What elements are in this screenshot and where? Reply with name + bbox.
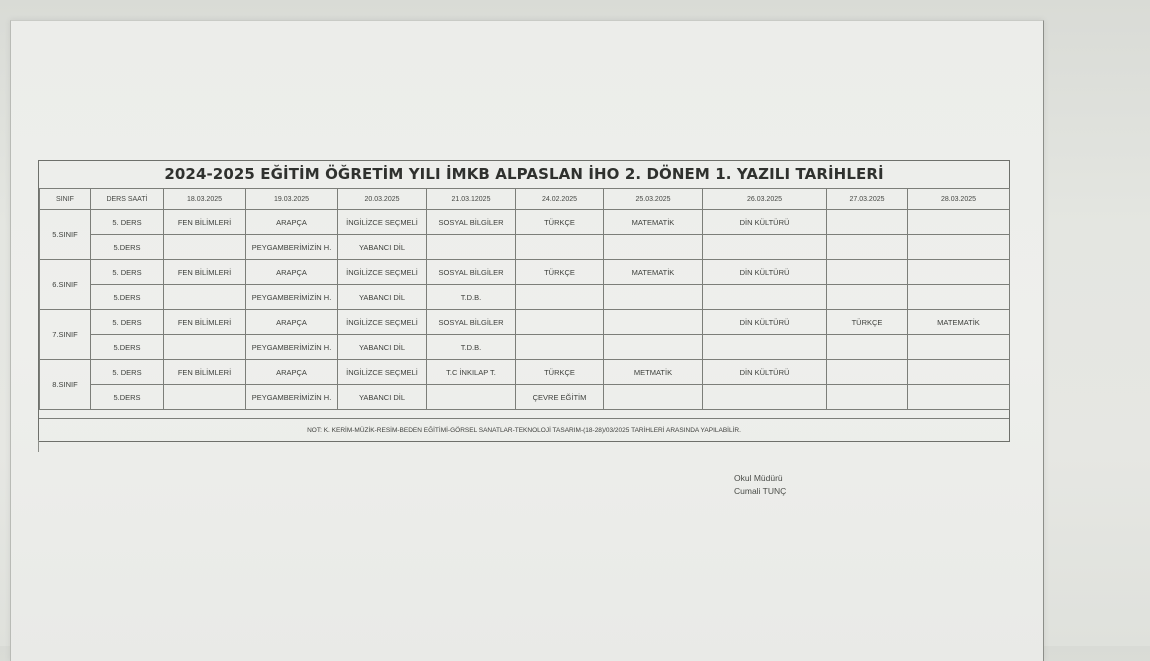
exam-cell	[908, 210, 1010, 235]
class-cell: 8.SINIF	[40, 360, 91, 410]
exam-cell: YABANCI DİL	[338, 285, 427, 310]
exam-cell: ARAPÇA	[246, 260, 338, 285]
exam-cell: PEYGAMBERİMİZİN H.	[246, 235, 338, 260]
lesson-hour-cell: 5. DERS	[91, 310, 164, 335]
exam-cell	[908, 385, 1010, 410]
column-header: 26.03.2025	[703, 189, 827, 210]
document-title: 2024-2025 EĞİTİM ÖĞRETİM YILI İMKB ALPASLAN İHO 2. DÖNEM 1. YAZILI TARİHLERİ	[164, 165, 884, 183]
table-row	[40, 260, 1010, 285]
exam-cell: İNGİLİZCE SEÇMELİ	[338, 260, 427, 285]
column-header: 19.03.2025	[246, 189, 338, 210]
header-row	[40, 189, 1010, 210]
exam-cell	[703, 385, 827, 410]
exam-cell: İNGİLİZCE SEÇMELİ	[338, 210, 427, 235]
table-body	[40, 210, 1010, 410]
exam-cell: TÜRKÇE	[516, 360, 604, 385]
page-mark	[38, 440, 39, 452]
exam-cell: PEYGAMBERİMİZİN H.	[246, 285, 338, 310]
exam-cell	[908, 285, 1010, 310]
table-row	[40, 235, 1010, 260]
exam-cell: FEN BİLİMLERİ	[164, 310, 246, 335]
exam-cell	[164, 385, 246, 410]
exam-cell: YABANCI DİL	[338, 235, 427, 260]
exam-cell: DİN KÜLTÜRÜ	[703, 310, 827, 335]
exam-cell	[827, 235, 908, 260]
exam-cell: FEN BİLİMLERİ	[164, 260, 246, 285]
table-row	[40, 385, 1010, 410]
exam-cell: TÜRKÇE	[827, 310, 908, 335]
exam-cell: DİN KÜLTÜRÜ	[703, 210, 827, 235]
exam-cell	[516, 235, 604, 260]
exam-cell	[827, 360, 908, 385]
column-header: DERS SAATİ	[91, 189, 164, 210]
exam-cell	[703, 335, 827, 360]
exam-cell	[604, 235, 703, 260]
column-header: 20.03.2025	[338, 189, 427, 210]
exam-cell: METMATİK	[604, 360, 703, 385]
column-header: 18.03.2025	[164, 189, 246, 210]
exam-cell: MATEMATİK	[604, 210, 703, 235]
column-header: 21.03.12025	[427, 189, 516, 210]
exam-cell	[604, 335, 703, 360]
exam-cell	[703, 285, 827, 310]
lesson-hour-cell: 5.DERS	[91, 335, 164, 360]
exam-cell	[604, 285, 703, 310]
signature-role: Okul Müdürü	[734, 473, 783, 483]
exam-cell	[164, 235, 246, 260]
exam-cell: ARAPÇA	[246, 210, 338, 235]
note: NOT: K. KERİM-MÜZİK-RESİM-BEDEN EĞİTİMİ-GÖRSEL SANATLAR-TEKNOLOJİ TASARIM-(18-28)/03/2025 TARİHLERİ ARASINDA YAPILABİLİR.	[39, 418, 1009, 441]
exam-cell	[908, 260, 1010, 285]
exam-cell: T.D.B.	[427, 285, 516, 310]
table-row	[40, 335, 1010, 360]
exam-cell: MATEMATİK	[908, 310, 1010, 335]
exam-cell	[908, 360, 1010, 385]
exam-cell: DİN KÜLTÜRÜ	[703, 360, 827, 385]
exam-cell: PEYGAMBERİMİZİN H.	[246, 335, 338, 360]
exam-schedule-table	[39, 188, 1010, 410]
exam-cell: YABANCI DİL	[338, 385, 427, 410]
exam-cell	[516, 310, 604, 335]
exam-cell: SOSYAL BİLGİLER	[427, 260, 516, 285]
class-cell: 5.SINIF	[40, 210, 91, 260]
exam-cell: TÜRKÇE	[516, 260, 604, 285]
lesson-hour-cell: 5. DERS	[91, 210, 164, 235]
exam-cell: PEYGAMBERİMİZİN H.	[246, 385, 338, 410]
exam-cell: ÇEVRE EĞİTİM	[516, 385, 604, 410]
table-row	[40, 310, 1010, 335]
exam-cell: MATEMATİK	[604, 260, 703, 285]
exam-cell	[604, 310, 703, 335]
exam-cell	[908, 335, 1010, 360]
exam-cell: T.D.B.	[427, 335, 516, 360]
exam-cell	[703, 235, 827, 260]
lesson-hour-cell: 5. DERS	[91, 260, 164, 285]
column-header: 24.02.2025	[516, 189, 604, 210]
exam-cell	[427, 235, 516, 260]
table-row	[40, 210, 1010, 235]
schedule-frame	[38, 160, 1010, 442]
exam-cell: İNGİLİZCE SEÇMELİ	[338, 360, 427, 385]
exam-cell	[516, 335, 604, 360]
exam-cell	[827, 335, 908, 360]
lesson-hour-cell: 5.DERS	[91, 385, 164, 410]
exam-cell: FEN BİLİMLERİ	[164, 360, 246, 385]
column-header: 25.03.2025	[604, 189, 703, 210]
exam-cell	[604, 385, 703, 410]
lesson-hour-cell: 5. DERS	[91, 360, 164, 385]
signature-name: Cumali TUNÇ	[734, 486, 787, 496]
table-row	[40, 360, 1010, 385]
exam-cell: T.C İNKILAP T.	[427, 360, 516, 385]
exam-cell	[516, 285, 604, 310]
exam-cell: DİN KÜLTÜRÜ	[703, 260, 827, 285]
exam-cell	[827, 385, 908, 410]
class-cell: 6.SINIF	[40, 260, 91, 310]
exam-cell: FEN BİLİMLERİ	[164, 210, 246, 235]
column-header: SINIF	[40, 189, 91, 210]
exam-cell: İNGİLİZCE SEÇMELİ	[338, 310, 427, 335]
class-cell: 7.SINIF	[40, 310, 91, 360]
exam-cell	[164, 285, 246, 310]
exam-cell: ARAPÇA	[246, 360, 338, 385]
exam-cell: ARAPÇA	[246, 310, 338, 335]
column-header: 28.03.2025	[908, 189, 1010, 210]
lesson-hour-cell: 5.DERS	[91, 285, 164, 310]
exam-cell: YABANCI DİL	[338, 335, 427, 360]
signature-block	[734, 472, 786, 498]
lesson-hour-cell: 5.DERS	[91, 235, 164, 260]
exam-cell: TÜRKÇE	[516, 210, 604, 235]
table-row	[40, 285, 1010, 310]
exam-cell	[164, 335, 246, 360]
column-header: 27.03.2025	[827, 189, 908, 210]
exam-cell: SOSYAL BİLGİLER	[427, 210, 516, 235]
exam-cell	[827, 210, 908, 235]
exam-cell	[908, 235, 1010, 260]
exam-cell	[827, 260, 908, 285]
exam-cell	[427, 385, 516, 410]
exam-cell	[827, 285, 908, 310]
exam-cell: SOSYAL BİLGİLER	[427, 310, 516, 335]
